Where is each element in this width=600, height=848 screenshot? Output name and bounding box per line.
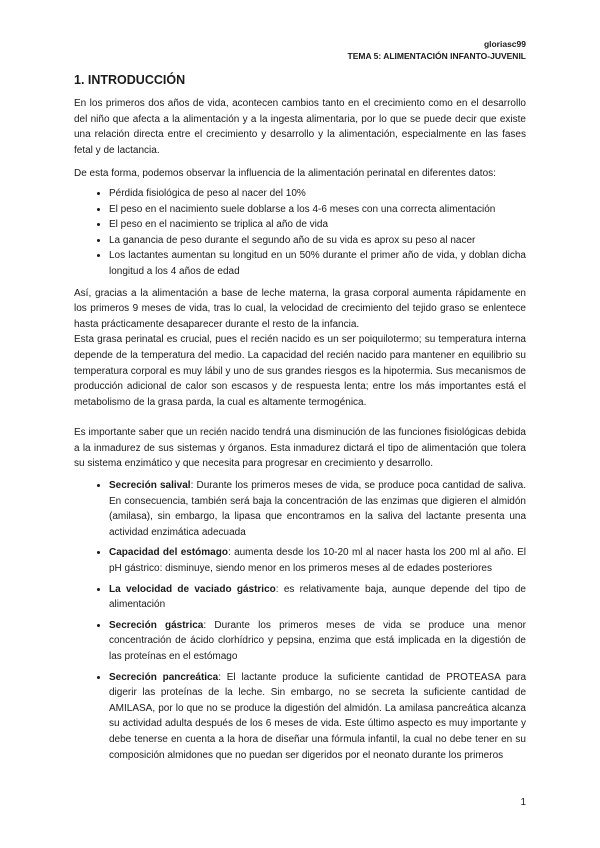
page-number: 1 (520, 797, 526, 808)
list-item-term: La velocidad de vaciado gástrico (109, 583, 276, 595)
list-item-text: Durante los primeros meses de vida, se produce poca cantidad de saliva. En consecuencia, también será baja la concentración de las enzimas que digieren el almidón (amilasa), sin embargo, la lipasa que encontramos en la saliva del lactante presenta una actividad enzimática adecuada (109, 480, 526, 538)
paragraph-immaturity: Es importante saber que un recién nacido tendrá una disminución de las funciones fisiológicas debida a la inmadurez de sus sistemas y órganos. Esta inmadurez dictará el tipo de alimentación que tolera su sistema enzimático y que necesita para progresar en crecimiento y desarrollo. (74, 427, 526, 470)
list-item-term: Secreción pancreática (109, 671, 219, 683)
physiological-functions-list (74, 478, 526, 763)
list-item-text: El lactante produce la suficiente cantidad de PROTEASA para digerir las proteínas de la leche. Sin embargo, no se secreta la suficiente cantidad de AMILASA, por lo que no se produce la digestión del almidón. La amilasa pancreática alcanza su actividad adulta después de los 6 meses de vida. Este último aspecto es muy importante y debe tenerse en cuenta a la hora de diseñar una fórmula infantil, la cual no debe tener en su composición almidones que no puedan ser digeridos por el neonato durante los primeros (109, 671, 527, 761)
list-item: • Secreción gástrica: Durante los primeros meses de vida se produce una menor concentración de ácido clorhídrico y pepsina, enzima que está implicada en la digestión de las proteínas en el estómago (109, 618, 526, 665)
list-item: • Pérdida fisiológica de peso al nacer del 10% (109, 186, 526, 202)
list-item-text: es relativamente baja, aunque depende del tipo de alimentación (109, 583, 526, 611)
list-item: • La velocidad de vaciado gástrico: es relativamente baja, aunque depende del tipo de alimentación (109, 582, 526, 613)
header-topic: TEMA 5: ALIMENTACIÓN INFANTO-JUVENIL (347, 51, 526, 61)
list-item-text: Durante los primeros meses de vida se produce una menor concentración de ácido clorhídrico y pepsina, enzima que está implicada en la digestión de las proteínas en el estómago (109, 619, 526, 662)
list-item: • El peso en el nacimiento suele doblarse a los 4-6 meses con una correcta alimentación (109, 202, 526, 218)
list-item-term: Secreción gástrica (109, 619, 204, 631)
list-item: • Capacidad del estómago: aumenta desde los 10-20 ml al nacer hasta los 200 ml al año. El pH gástrico: disminuye, siendo menor en los primeros meses al de edades posteriores (109, 545, 526, 576)
paragraph-breast-milk: Así, gracias a la alimentación a base de leche materna, la grasa corporal aumenta rápidamente en los primeros 9 meses de vida, tras lo cual, la velocidad de crecimiento del tejido graso se enlentece hasta prácticamente desaparecer durante el resto de la infancia. (74, 287, 526, 330)
list-item: • Secreción salival: Durante los primeros meses de vida, se produce poca cantidad de saliva. En consecuencia, también será baja la concentración de las enzimas que digieren el almidón (amilasa), sin embargo, la lipasa que encontramos en la saliva del lactante presenta una actividad enzimática adecuada (109, 478, 526, 540)
list-item-text: aumenta desde los 10-20 ml al nacer hasta los 200 ml al año. El pH gástrico: disminuye, siendo menor en los primeros meses al de edades posteriores (109, 547, 526, 575)
perinatal-data-list (74, 186, 526, 280)
list-item-term: Capacidad del estómago (109, 547, 228, 559)
paragraph-data-lead: De esta forma, podemos observar la influencia de la alimentación perinatal en diferentes datos: (74, 168, 496, 180)
document-body (74, 96, 526, 768)
section-title: 1. INTRODUCCIÓN (74, 73, 186, 87)
list-item: • La ganancia de peso durante el segundo año de su vida es aprox su peso al nacer (109, 233, 526, 249)
list-item-term: Secreción salival (109, 480, 191, 492)
header-author: gloriasc99 (483, 39, 526, 49)
paragraph-perinatal-fat: Esta grasa perinatal es crucial, pues el recién nacido es un ser poiquilotermo; su temperatura interna depende de la temperatura del medio. La capacidad del recién nacido para mantener en equilibrio su temperatura corporal es muy lábil y uno de sus grandes riesgos es la hipotermia. Sus mecanismos de producción adicional de calor son escasos y de respuesta lenta; entre los más importantes está el metabolismo de la grasa parda, la cual es altamente termogénica. (74, 334, 526, 408)
page-header (348, 38, 527, 62)
paragraph-intro: En los primeros dos años de vida, acontecen cambios tanto en el crecimiento como en el desarrollo del niño que afecta a la alimentación y a la ingesta alimentaria, por lo que se puede decir que existe una relación directa entre el crecimiento y desarrollo y la alimentación, especialmente en las fases fetal y de lactancia. (74, 98, 526, 156)
list-item: • El peso en el nacimiento se triplica al año de vida (109, 217, 526, 233)
list-item: • Secreción pancreática: El lactante produce la suficiente cantidad de PROTEASA para digerir las proteínas de la leche. Sin embargo, no se secreta la suficiente cantidad de AMILASA, por lo que no se produce la digestión del almidón. La amilasa pancreática alcanza su actividad adulta después de los 6 meses de vida. Este último aspecto es muy importante y debe tenerse en cuenta a la hora de diseñar una fórmula infantil, la cual no debe tener en su composición almidones que no puedan ser digeridos por el neonato durante los primeros (109, 670, 526, 764)
list-item: • Los lactantes aumentan su longitud en un 50% durante el primer año de vida, y doblan dicha longitud a los 4 años de edad (109, 248, 526, 279)
